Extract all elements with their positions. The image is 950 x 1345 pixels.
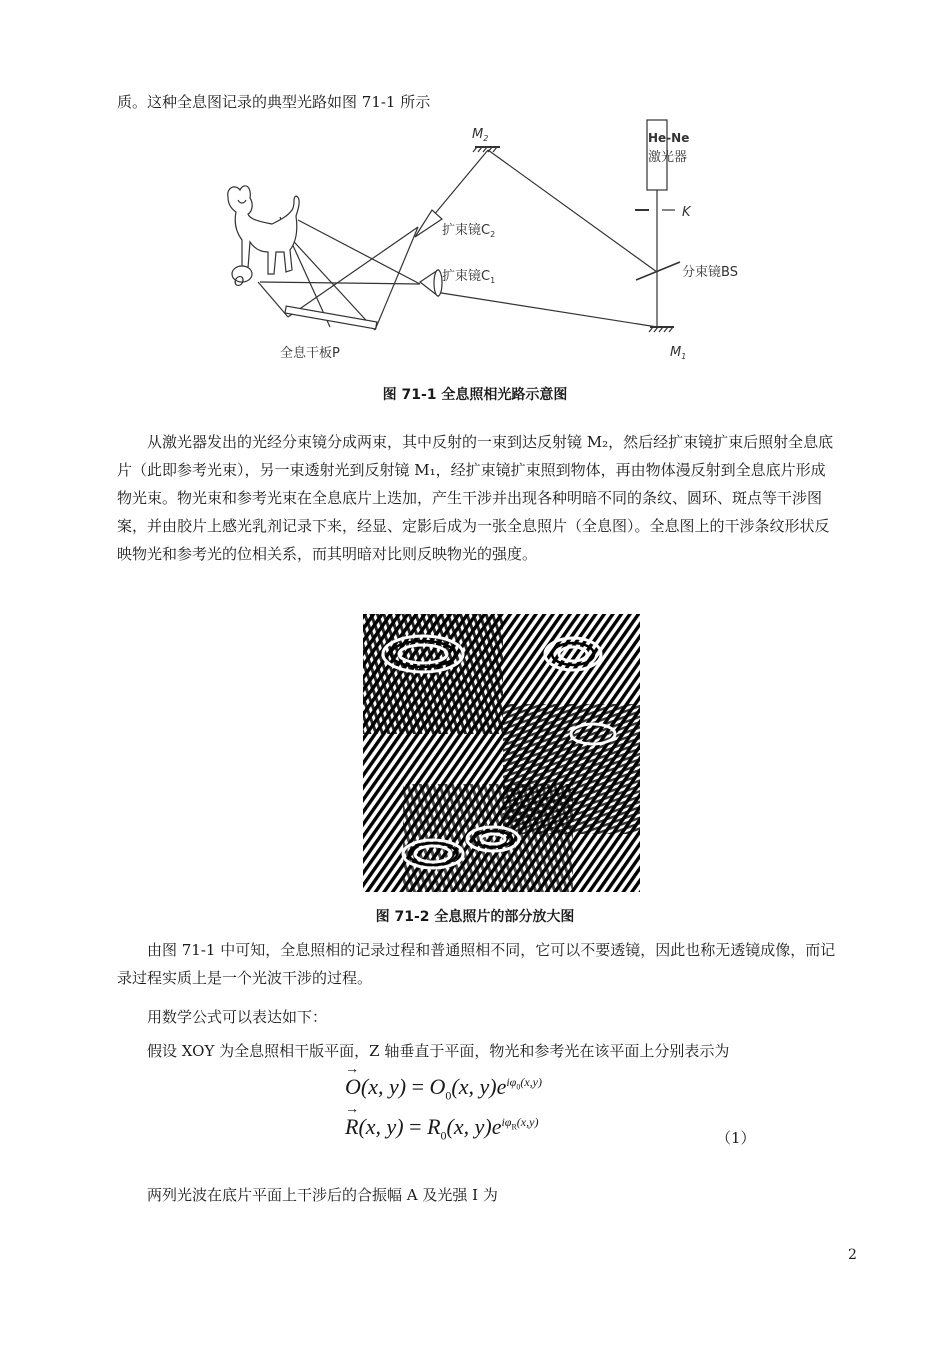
dog-object [228,186,299,274]
laser-label-line1: He-Ne [648,131,690,145]
mirror-m2-label: $M_2$ [472,127,489,143]
paragraph-2: 由图 71-1 中可知，全息照相的记录过程和普通照相不同，它可以不要透镜，因此也称无透镜成像，而记录过程实质上是一个光波干涉的过程。 [117,941,836,987]
page-number: 2 [848,1247,857,1263]
hologram-magnified-image [363,614,640,892]
laser-label-line2: 激光器 [648,150,688,165]
equation-number: （1） [716,1129,756,1147]
formula-object-wave: → O(x, $y) = O_0(x$, $y)e^{i\varphi_0(x,y)}$ [345,1062,542,1103]
plane-definition-line: 假设 XOY 为全息照相干版平面，Z 轴垂直于平面，物光和参考光在该平面上分别表示为 [147,1042,730,1060]
formula-reference-wave: → R(x, $y) = R_0(x$, $y)e^{i\varphi_R(x,y)}$ [345,1102,539,1143]
beam-splitter-label: 分束镜BS [682,265,738,280]
shutter-k-label: K [682,205,691,220]
expander-c1-label: 扩束镜$C_1$ [442,269,496,285]
expander-c2-label: 扩束镜$C_2$ [442,223,496,239]
vector-arrow-icon: → [345,1102,359,1117]
plate-p-label: 全息干板P [280,346,340,361]
figure2-caption: 图 71-2 全息照片的部分放大图 [375,909,575,925]
amplitude-intro-line: 两列光波在底片平面上干涉后的合振幅 A 及光强 I 为 [147,1186,498,1204]
expander-c2 [415,210,442,237]
figure1-caption: 图 71-1 全息照相光路示意图 [382,387,568,403]
intro-line: 质。这种全息图记录的典型光路如图 71-1 所示 [117,93,431,111]
mirror-m1-label: $M_1$ [670,345,687,361]
optical-path-diagram [210,112,770,372]
formula-intro-line: 用数学公式可以表达如下： [147,1008,328,1026]
vector-arrow-icon: → [345,1062,359,1077]
object-o-label: O [234,275,245,290]
beam-splitter [636,262,680,280]
paragraph-1: 从激光器发出的光经分束镜分成两束，其中反射的一束到达反射镜 M₂，然后经扩束镜扩束后照射全息底片（此即参考光束），另一束透射光到反射镜 M₁，经扩束镜扩束照到物体，再由物体漫反射到全息底片形成物光束。物光束和参考光束在全息底片上迭加，产生干涉并出现各种明暗不同的条纹、圆环、斑点等干涉图案，并由胶片上感光乳剂记录下来，经显、定影后成为一张全息照片（全息图）。全息图上的干涉条纹形状反映物光和参考光的位相关系，而其明暗对比则反映物光的强度。 [117,433,834,563]
